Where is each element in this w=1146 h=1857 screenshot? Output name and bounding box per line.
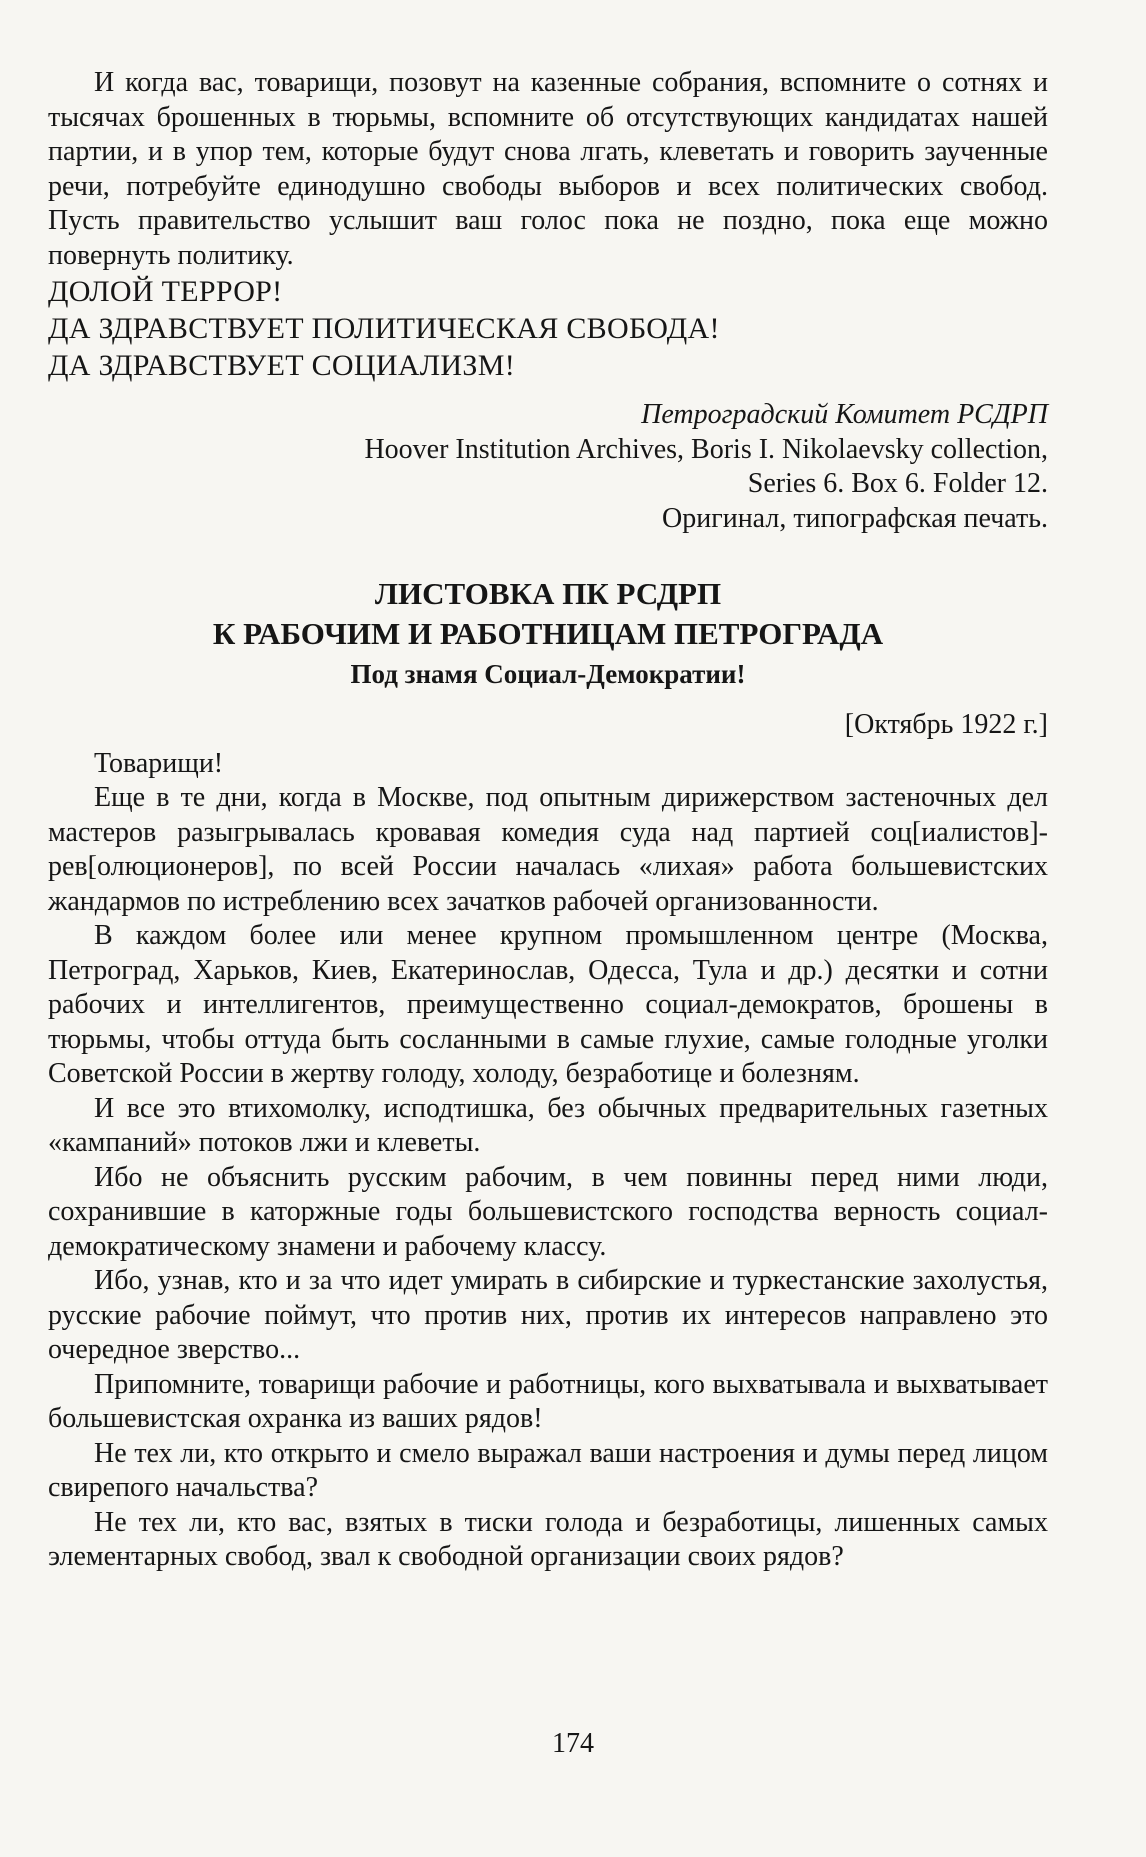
heading-line-1: ЛИСТОВКА ПК РСДРП xyxy=(374,576,722,611)
leaflet-heading xyxy=(48,574,1048,692)
paragraph-8: Не тех ли, кто вас, взятых в тиски голода и безработицы, лишенных самых элементарных свобод, звал к свободной организации своих рядов? xyxy=(48,1506,1048,1572)
page-body xyxy=(48,66,1048,1575)
paragraph-3: И все это втихомолку, исподтишка, без обычных предварительных газетных «кампаний» потоков лжи и клеветы. xyxy=(48,1092,1048,1158)
signature: Петроградский Комитет РСДРП xyxy=(641,399,1048,430)
archive-source xyxy=(48,433,1048,537)
paragraph-1: Еще в те дни, когда в Москве, под опытным дирижерством застеночных дел мастеров разыгрывалась кровавая комедия суда над партией соц[иалистов]-рев[олюционеров], по всей России началась «лихая» работа большевистских жандармов по истреблению всех зачатков рабочей организованности. xyxy=(48,782,1048,917)
leaflet-date: [Октябрь 1922 г.] xyxy=(844,709,1048,740)
paragraph-2: В каждом более или менее крупном промышленном центре (Москва, Петроград, Харьков, Киев, Екатеринослав, Одесса, Тула и др.) десятки и сотни рабочих и интеллигентов, преимущественно социал-демократов, брошены в тюрьмы, чтобы оттуда быть сосланными в самые глухие, самые голодные уголки Советской России в жертву голоду, холоду, безработице и болезням. xyxy=(48,920,1048,1089)
paragraph-6: Припомните, товарищи рабочие и работницы, кого выхватывала и выхватывает большевистская охранка из ваших рядов! xyxy=(48,1368,1048,1434)
slogan-political-freedom: ДА ЗДРАВСТВУЕТ ПОЛИТИЧЕСКАЯ СВОБОДА! xyxy=(48,312,720,345)
heading-line-2: К РАБОЧИМ И РАБОТНИЦАМ ПЕТРОГРАДА xyxy=(212,616,884,651)
greeting: Товарищи! xyxy=(94,747,224,779)
intro-paragraph: И когда вас, товарищи, позовут на казенные собрания, вспомните о сотнях и тысячах брошенных в тюрьмы, вспомните об отсутствующих кандидатах нашей партии, и в упор тем, которые будут снова лгать, клеветать и говорить заученные речи, потребуйте единодушно свободы выборов и всех политических свобод. Пусть правительство услышит ваш голос пока не поздно, пока еще можно повернуть политику. xyxy=(48,67,1048,271)
paragraph-7: Не тех ли, кто открыто и смело выражал ваши настроения и думы перед лицом свирепого начальства? xyxy=(48,1437,1048,1503)
heading-subtitle: Под знамя Социал-Демократии! xyxy=(350,659,746,689)
slogan-socialism: ДА ЗДРАВСТВУЕТ СОЦИАЛИЗМ! xyxy=(48,349,515,382)
paragraph-4: Ибо не объяснить русским рабочим, в чем повинны перед ними люди, сохранившие в каторжные годы большевистского господства верность социал-демократическому знамени и рабочему классу. xyxy=(48,1161,1048,1262)
paragraph-5: Ибо, узнав, кто и за что идет умирать в сибирские и туркестанские захолустья, русские рабочие поймут, что против них, против их интересов направлено это очередное зверство... xyxy=(48,1265,1048,1365)
page-number: 174 xyxy=(552,1728,594,1759)
source-line-2: Series 6. Box 6. Folder 12. xyxy=(747,468,1048,499)
source-line-3: Оригинал, типографская печать. xyxy=(662,502,1048,534)
source-line-1: Hoover Institution Archives, Boris I. Nikolaevsky collection, xyxy=(364,433,1048,465)
slogan-down-with-terror: ДОЛОЙ ТЕРРОР! xyxy=(48,275,283,308)
